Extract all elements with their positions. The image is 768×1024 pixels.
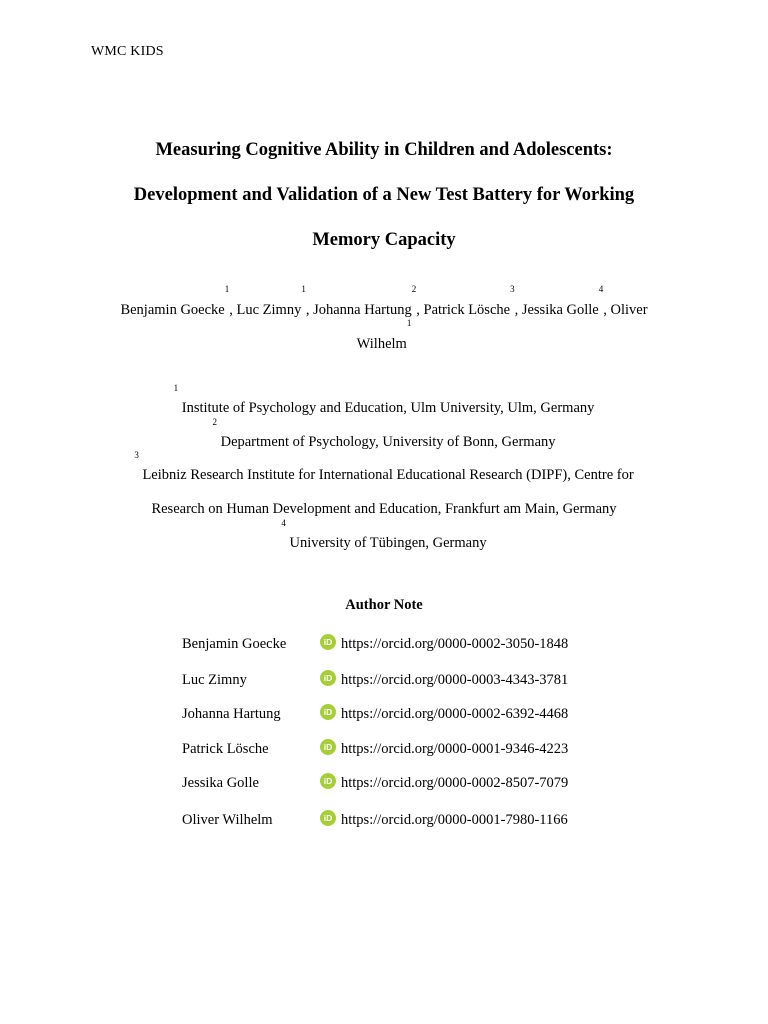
affiliation-text: Department of Psychology, University of Bonn, Germany [220, 433, 556, 450]
affiliation-marker: 1 [173, 383, 179, 393]
orcid-link[interactable]: https://orcid.org/0000-0002-6392-4468 [341, 706, 569, 722]
affiliation [40, 493, 728, 527]
orcid-entry [182, 739, 632, 761]
author-affiliation-marker: 4 [598, 284, 604, 294]
orcid-author-name: Oliver Wilhelm [182, 812, 273, 828]
orcid-link[interactable]: https://orcid.org/0000-0002-3050-1848 [341, 636, 569, 652]
author-affiliation-marker: 3 [510, 284, 515, 294]
orcid-author-name: Jessika Golle [182, 775, 259, 791]
orcid-entry [182, 704, 632, 726]
author-affiliation-marker: 2 [411, 284, 417, 294]
author-note-heading: Author Note [345, 597, 423, 613]
author-name: Johanna Hartung [313, 302, 412, 318]
affiliation [40, 383, 728, 426]
author-line [60, 318, 708, 361]
author-list [60, 284, 708, 361]
author-affiliation-marker: 1 [301, 284, 306, 294]
orcid-link[interactable]: https://orcid.org/0000-0001-7980-1166 [341, 812, 568, 828]
orcid-author-name: Patrick Lösche [182, 741, 269, 757]
affiliation-text: Institute of Psychology and Education, Ulm University, Ulm, Germany [181, 400, 595, 416]
affiliation-text: Research on Human Development and Education, Frankfurt am Main, Germany [151, 501, 617, 518]
affiliation [40, 450, 728, 493]
orcid-author-name: Luc Zimny [182, 672, 247, 688]
author-name: Wilhelm [356, 336, 407, 352]
author-affiliation-marker: 1 [406, 318, 412, 328]
title-line: Memory Capacity [312, 230, 456, 250]
orcid-link[interactable]: https://orcid.org/0000-0003-4343-3781 [341, 672, 569, 688]
author-name: Luc Zimny [236, 302, 302, 318]
orcid-icon: iD [320, 810, 336, 826]
running-head: WMC KIDS [91, 44, 164, 59]
orcid-icon: iD [320, 704, 336, 720]
affiliation-text: University of Tübingen, Germany [289, 534, 487, 551]
author-affiliation-marker: 1 [224, 284, 230, 294]
orcid-entry [182, 810, 632, 832]
affiliation-list [40, 383, 728, 561]
title-line: Development and Validation of a New Test Battery for Working [133, 185, 635, 205]
affiliation [40, 416, 728, 460]
author-name: Patrick Lösche [423, 302, 511, 318]
orcid-entry [182, 634, 632, 656]
paper-title [60, 128, 708, 263]
orcid-author-name: Johanna Hartung [182, 706, 281, 722]
orcid-entry [182, 773, 632, 795]
affiliation-text: Leibniz Research Institute for International Educational Research (DIPF), Centre for [142, 467, 634, 484]
orcid-link[interactable]: https://orcid.org/0000-0001-9346-4223 [341, 741, 569, 757]
orcid-icon: iD [320, 739, 336, 755]
author-name: Benjamin Goecke [120, 302, 225, 318]
title-line: Measuring Cognitive Ability in Children and Adolescents: [155, 140, 613, 160]
orcid-icon: iD [320, 773, 336, 789]
author-line: Benjamin Goecke$^1$, Luc Zimny$^1$, Johanna Hartung$^2$, Patrick Lösche$^3$, Jessika Golle$^4$, Oliver [120, 284, 648, 318]
affiliation-marker: 2 [212, 416, 217, 427]
author-name: Jessika Golle [521, 302, 599, 318]
orcid-author-name: Benjamin Goecke [182, 636, 287, 652]
orcid-icon: iD [320, 634, 336, 650]
orcid-icon: iD [320, 670, 336, 686]
affiliation-marker: 4 [281, 517, 286, 528]
affiliation [40, 517, 728, 561]
orcid-entry [182, 670, 632, 692]
orcid-link[interactable]: https://orcid.org/0000-0002-8507-7079 [341, 775, 569, 791]
affiliation-marker: 3 [134, 450, 139, 461]
author-name: Oliver [610, 302, 648, 318]
